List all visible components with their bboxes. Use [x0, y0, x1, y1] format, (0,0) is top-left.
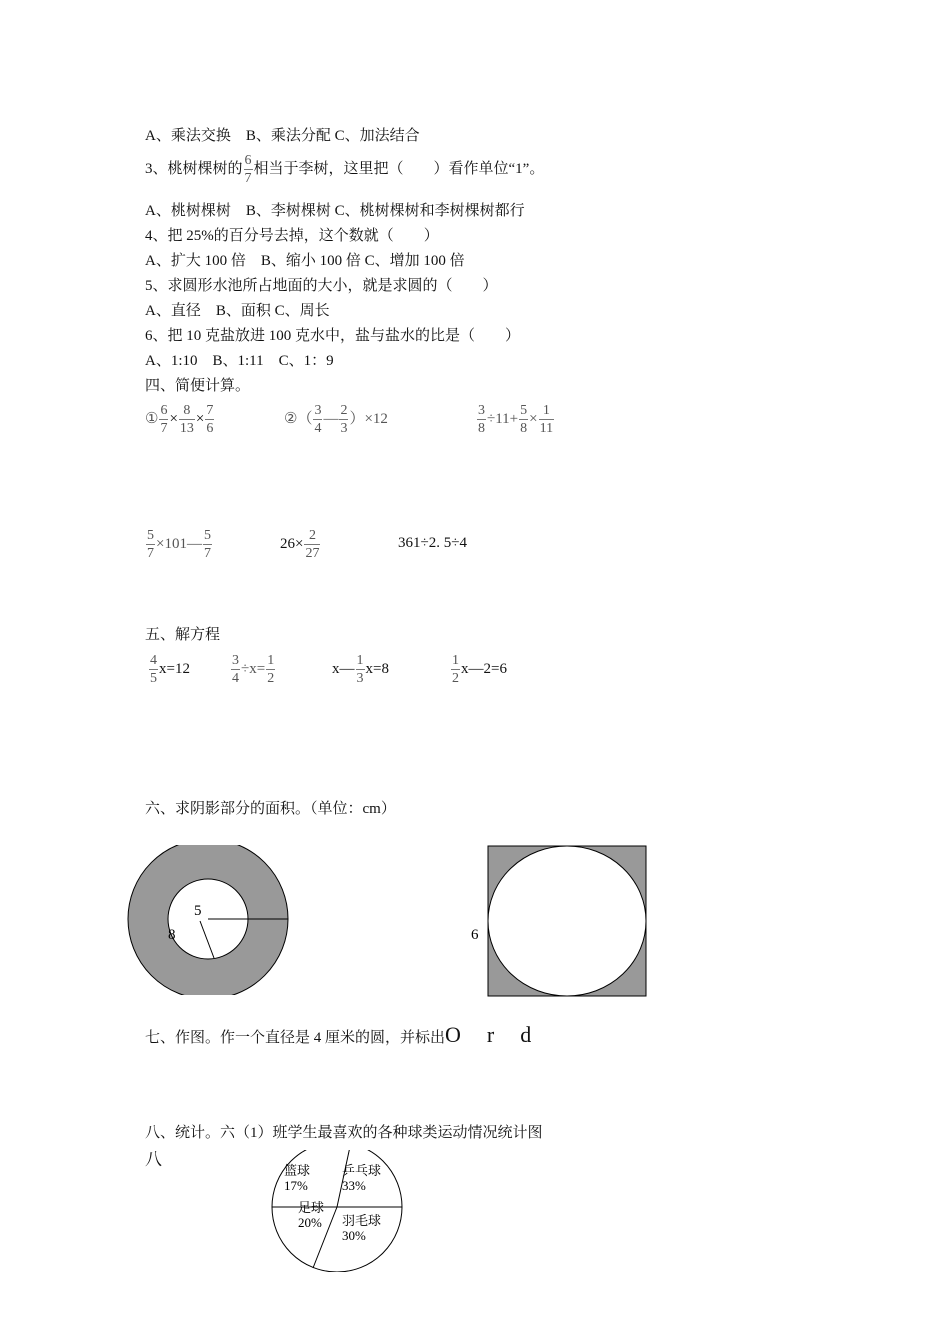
section8-extra: 八 — [145, 1150, 162, 1169]
fraction — [149, 652, 158, 687]
fraction-denominator: 7 — [160, 421, 168, 436]
section7-text: 七、作图。作一个直径是 4 厘米的圆，并标出 — [145, 1030, 446, 1046]
equation-rest: x—2=6 — [461, 660, 507, 677]
q4-options: A、扩大 100 倍 B、缩小 100 倍 C、增加 100 倍 — [145, 253, 465, 269]
fraction-numerator: 2 — [308, 528, 316, 543]
calc-expression-4 — [145, 527, 213, 562]
fraction-denominator: 6 — [206, 421, 214, 436]
q4-question: 4、把 25%的百分号去掉，这个数就（ ） — [145, 228, 439, 244]
equation-1 — [148, 652, 190, 687]
circled-number: ① — [145, 410, 159, 427]
label-outer-radius: 8 — [168, 927, 176, 943]
fraction-denominator: 4 — [232, 671, 239, 686]
fraction-denominator: 7 — [147, 546, 154, 561]
equation-3 — [332, 652, 389, 687]
equation-prefix: x— — [332, 660, 355, 677]
ring-figure — [120, 845, 300, 995]
equation-2 — [230, 652, 276, 687]
pie-label-basketball: 篮球 — [284, 1163, 311, 1178]
calc-expression-3 — [476, 402, 555, 437]
calc-expression-2 — [284, 402, 388, 437]
fraction-denominator: 8 — [520, 421, 528, 436]
fraction-numerator: 4 — [150, 653, 157, 668]
fraction-numerator: 6 — [160, 403, 168, 418]
fraction-numerator: 7 — [206, 403, 214, 418]
fraction-denominator: 27 — [305, 546, 320, 561]
fraction — [477, 402, 486, 437]
section6-title: 六、求阴影部分的面积。（单位：cm） — [145, 801, 396, 817]
equation-rest: x=8 — [365, 660, 389, 677]
fraction-numerator: 3 — [314, 403, 322, 418]
fraction — [266, 652, 275, 687]
fraction-numerator: 5 — [520, 403, 528, 418]
fraction — [231, 652, 240, 687]
fraction-denominator: 13 — [179, 421, 194, 436]
calc-expression-1 — [145, 402, 215, 437]
expression-middle: ×101— — [156, 535, 202, 552]
q3-fraction — [244, 152, 253, 187]
q6-question: 6、把 10 克盐放进 100 克水中，盐与盐水的比是（ ） — [145, 328, 521, 344]
q5-options: A、直径 B、面积 C、周长 — [145, 303, 330, 319]
fraction — [339, 402, 348, 437]
fraction-numerator: 8 — [183, 403, 191, 418]
q3-options: A、桃树棵树 B、李树棵树 C、桃树棵树和李树棵树都行 — [145, 203, 525, 219]
fraction-denominator: 3 — [356, 671, 364, 686]
calc-expression-5 — [280, 527, 321, 562]
fraction-numerator: 3 — [478, 403, 485, 418]
pie-value-basketball: 17% — [284, 1178, 308, 1193]
fraction — [203, 527, 212, 562]
fraction-numerator: 3 — [232, 653, 239, 668]
fraction-numerator: 1 — [452, 653, 459, 668]
fraction-denominator: 4 — [314, 421, 322, 436]
operator: — — [323, 410, 339, 427]
fraction — [159, 402, 168, 437]
q3-question — [145, 152, 544, 187]
fraction — [205, 402, 214, 437]
fraction-numerator: 1 — [542, 403, 550, 418]
fraction-denominator: 8 — [478, 421, 485, 436]
fraction-numerator: 5 — [203, 528, 211, 543]
q6-options: A、1:10 B、1:11 C、1：9 — [145, 353, 334, 369]
fraction-denominator: 11 — [539, 421, 554, 436]
fraction — [539, 402, 554, 437]
pie-label-football: 足球 — [298, 1200, 325, 1215]
fraction — [451, 652, 460, 687]
operator: × — [529, 410, 538, 427]
label-inner-radius: 5 — [194, 903, 202, 919]
fraction-numerator: 6 — [244, 153, 252, 168]
section4-title: 四、简便计算。 — [145, 378, 251, 394]
inscribed-circle — [488, 846, 646, 996]
expression-middle: ÷11+ — [487, 410, 519, 427]
pie-chart — [268, 1150, 408, 1272]
equation-4 — [450, 652, 507, 687]
operator: × — [195, 410, 205, 427]
fraction — [519, 402, 528, 437]
equation-rest: x=12 — [159, 660, 190, 677]
pie-value-pingpong: 33% — [342, 1178, 366, 1193]
fraction-denominator: 2 — [452, 671, 459, 686]
fraction-denominator: 5 — [150, 671, 157, 686]
expression-prefix: 26× — [280, 535, 304, 552]
fraction-numerator: 2 — [340, 403, 348, 418]
fraction-denominator: 7 — [244, 171, 252, 186]
fraction-denominator: 2 — [267, 671, 275, 686]
expression-prefix: ②（ — [284, 410, 313, 427]
pie-label-badminton: 羽毛球 — [342, 1213, 382, 1228]
q3-pre: 3、桃树棵树的 — [145, 160, 243, 177]
fraction-denominator: 3 — [340, 421, 348, 436]
pie-label-pingpong: 乒乓球 — [342, 1163, 382, 1178]
equation-middle: ÷x= — [241, 660, 266, 677]
section5-title: 五、解方程 — [145, 627, 221, 643]
fraction-denominator: 7 — [203, 546, 211, 561]
label-square-side: 6 — [471, 927, 479, 943]
fraction — [313, 402, 322, 437]
calc-expression-6: 361÷2. 5÷4 — [398, 535, 467, 551]
fraction — [304, 527, 320, 562]
fraction — [179, 402, 195, 437]
fraction — [356, 652, 365, 687]
q3-post: 相当于李树，这里把（ ）看作单位“1”。 — [253, 160, 545, 177]
operator: × — [169, 410, 178, 427]
fraction — [146, 527, 155, 562]
section7-letters: O r d — [445, 1022, 534, 1047]
pie-value-badminton: 30% — [342, 1228, 366, 1243]
q5-question: 5、求圆形水池所占地面的大小，就是求圆的（ ） — [145, 278, 498, 294]
fraction-numerator: 5 — [147, 528, 154, 543]
section8-title: 八、统计。六（1）班学生最喜欢的各种球类运动情况统计图 — [145, 1125, 543, 1141]
section7-title — [145, 1022, 534, 1048]
fraction-numerator: 1 — [356, 653, 364, 668]
pie-value-football: 20% — [298, 1215, 322, 1230]
q2-options: A、乘法交换 B、乘法分配 C、加法结合 — [145, 128, 420, 144]
fraction-numerator: 1 — [267, 653, 275, 668]
expression-suffix: ）×12 — [349, 410, 388, 427]
square-circle-figure — [468, 844, 652, 1000]
